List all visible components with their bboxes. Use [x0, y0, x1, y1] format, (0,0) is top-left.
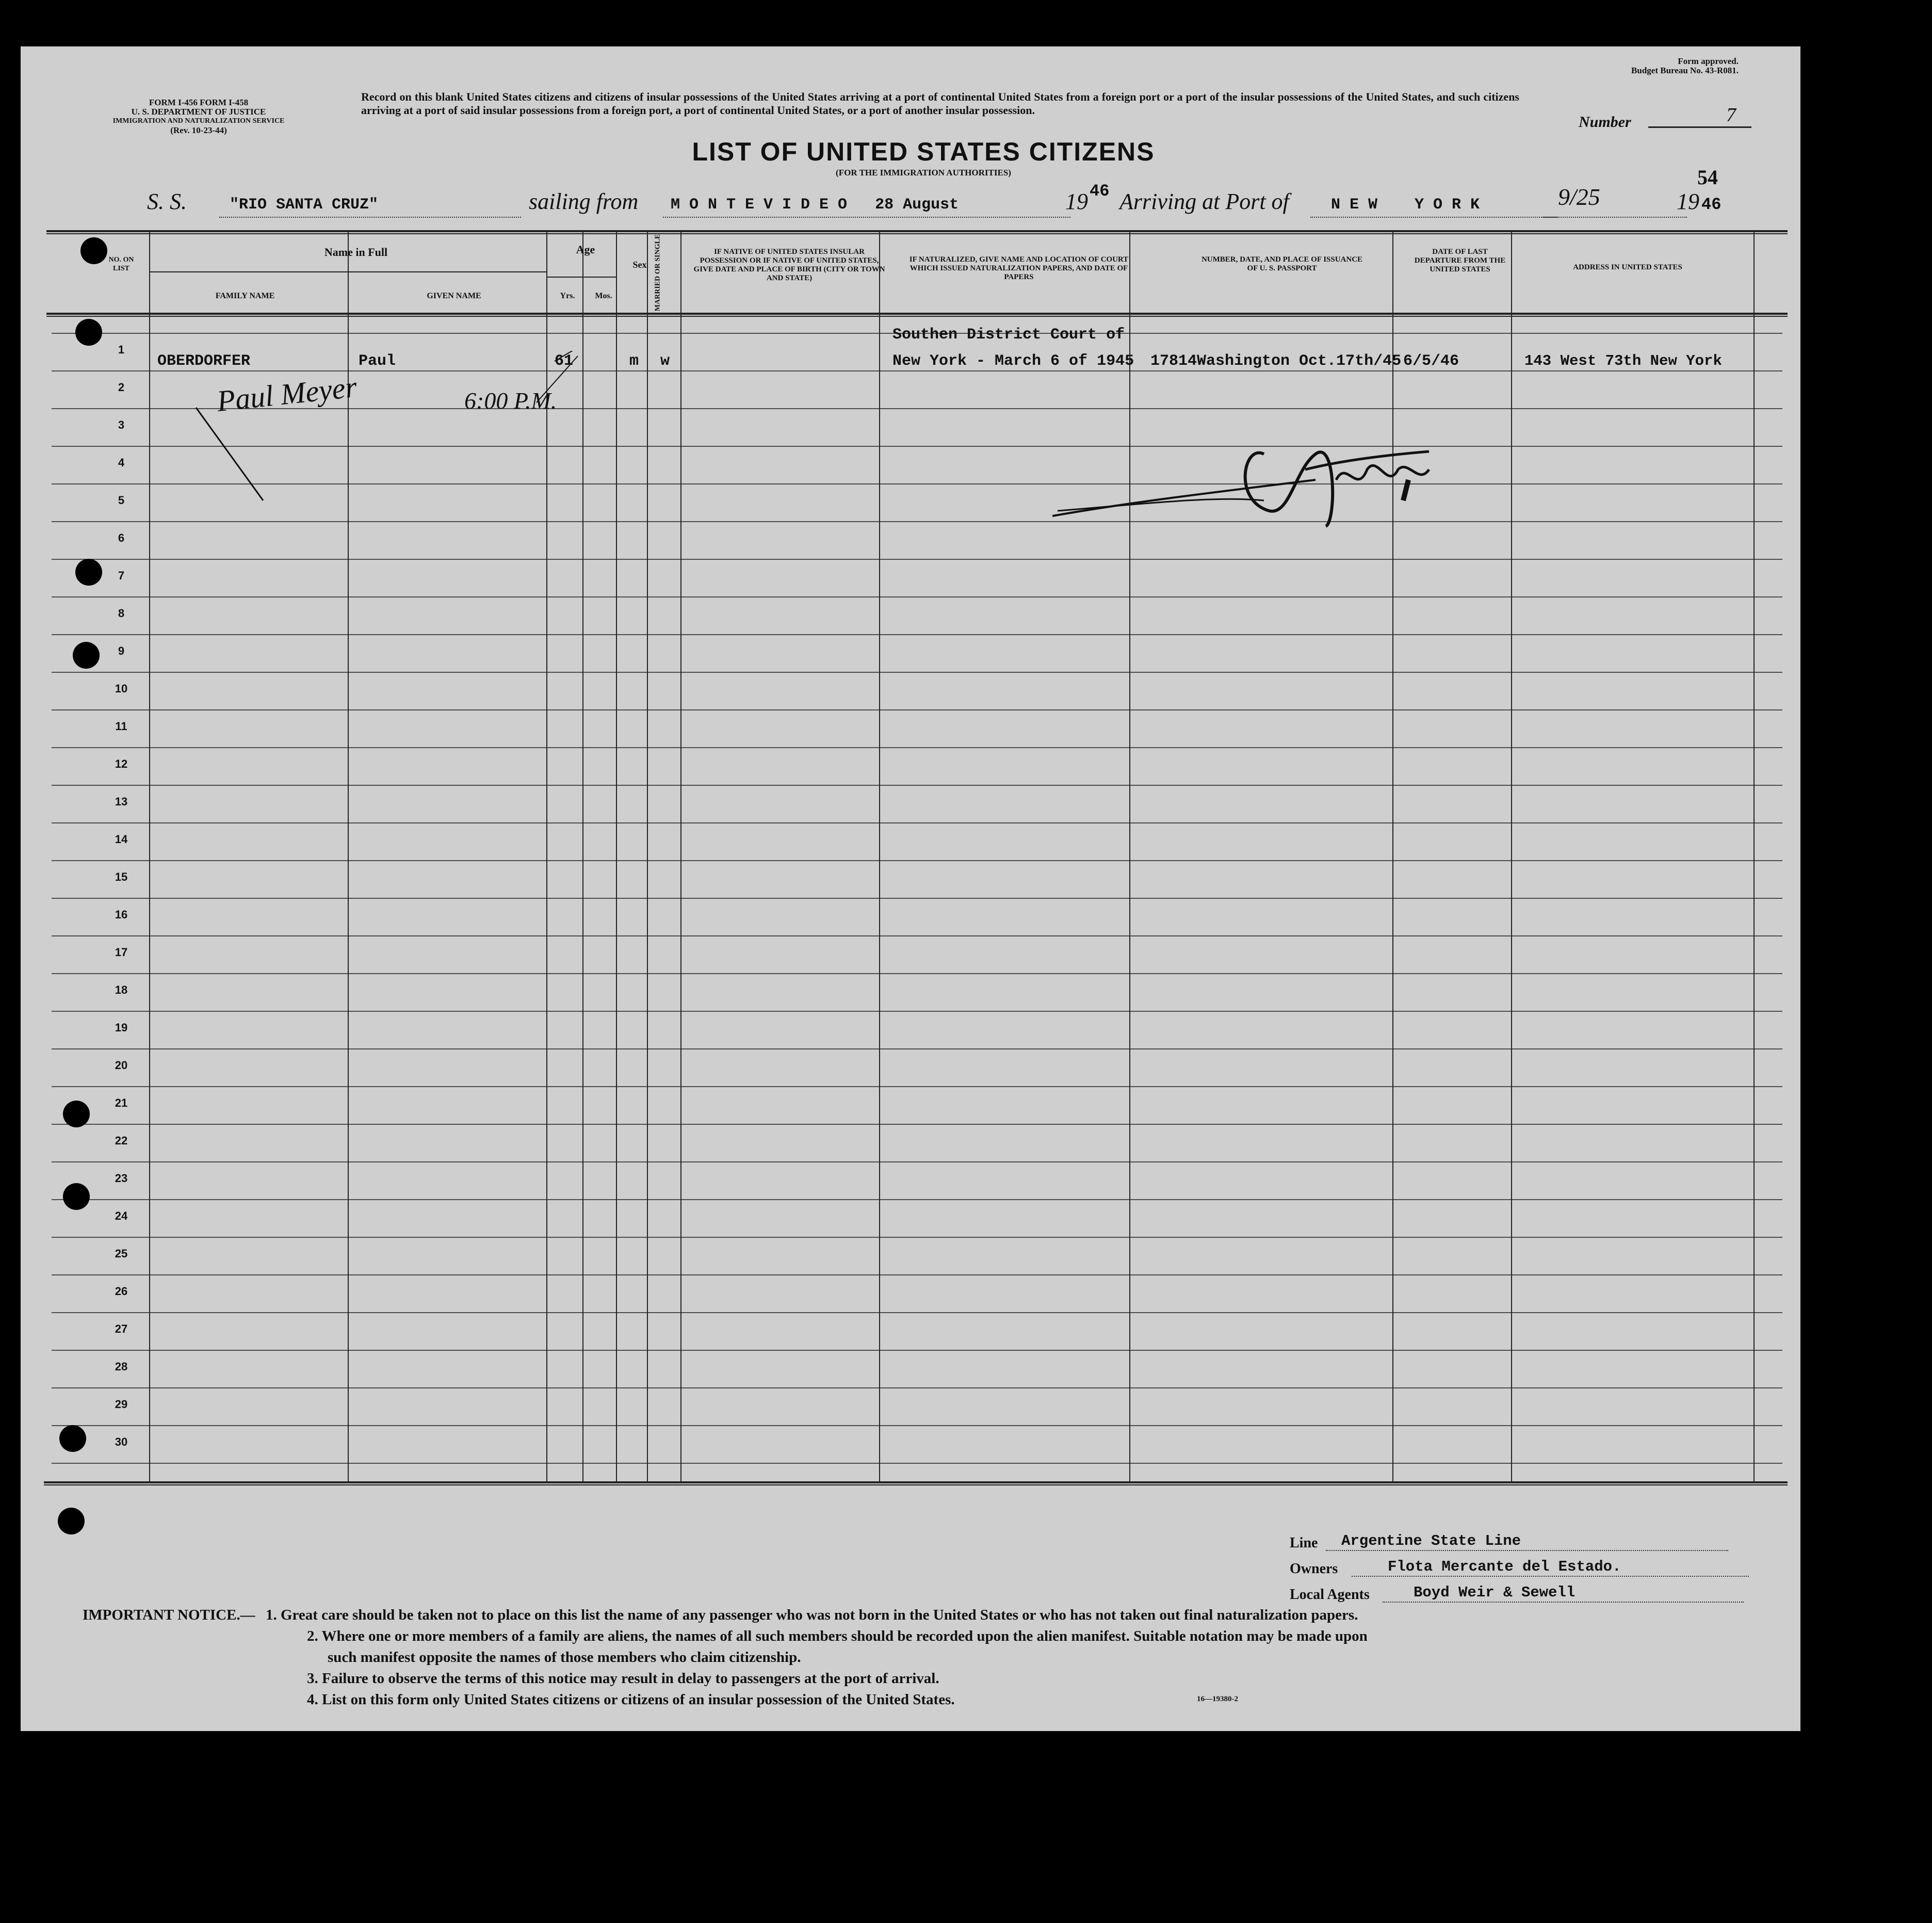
row-number: 24 [115, 1209, 128, 1222]
row-number: 3 [118, 418, 125, 431]
row-number: 28 [115, 1360, 128, 1373]
passenger-passport: 17814Washington Oct.17th/45 [1150, 352, 1402, 370]
col-family-name: FAMILY NAME [215, 292, 275, 300]
row-number: 9 [118, 644, 125, 657]
owners-label: Owners [1290, 1561, 1338, 1577]
col-passport: NUMBER, DATE, AND PLACE OF ISSUANCE OF U. S. PASSPORT [1201, 255, 1363, 272]
owners-value: Flota Mercante del Estado. [1352, 1558, 1749, 1577]
sailing-label: sailing from [529, 189, 639, 214]
notice-item: 1. Great care should be taken not to place on this list the name of any passenger who was not born in the United States or who has not taken out final naturalization papers. [266, 1607, 1358, 1623]
number-label: Number [1579, 114, 1631, 131]
handwritten-name: Paul Meyer [215, 369, 359, 418]
sail-year: 46 [1090, 182, 1110, 201]
row-number: 18 [115, 983, 128, 996]
col-no-on-list: NO. ON LIST [108, 256, 134, 272]
passenger-last-departure: 6/5/46 [1403, 352, 1459, 370]
passenger-family-name: OBERDORFER [157, 352, 251, 370]
punch-hole [63, 1101, 90, 1127]
approval-line: Form approved. [1678, 56, 1739, 66]
passenger-sex: m [629, 352, 639, 370]
arrival-year-prefix: 19 [1677, 189, 1699, 214]
arrival-date: 9/25 [1543, 183, 1687, 218]
passenger-given-name: Paul [359, 352, 396, 370]
notice-item: such manifest opposite the names of those members who claim citizenship. [328, 1649, 801, 1666]
punch-hole [75, 559, 102, 586]
notice-item: 4. List on this form only United States citizens or citizens of an insular possession of the United States. [307, 1691, 955, 1708]
passenger-age-yrs: 61 [555, 352, 574, 370]
col-age-yrs: Yrs. [560, 292, 575, 300]
row-number: 7 [118, 569, 125, 582]
handwritten-time: 6:00 P.M. [464, 387, 557, 414]
col-given-name: GIVEN NAME [427, 292, 481, 300]
col-age: Age [576, 243, 595, 256]
punch-hole [59, 1425, 86, 1452]
notice-item: 2. Where one or more members of a family are aliens, the names of all such members should be recorded upon the alien manifest. Suitable notation may be made upon [307, 1628, 1368, 1644]
arrival-port: N E W Y O R K [1310, 196, 1558, 218]
passenger-marital: w [660, 352, 670, 370]
row-number: 23 [115, 1172, 128, 1185]
row-number: 21 [115, 1096, 128, 1109]
row-number: 14 [115, 833, 128, 846]
page-title: LIST OF UNITED STATES CITIZENS [692, 137, 1155, 166]
col-native-birth: IF NATIVE OF UNITED STATES INSULAR POSSESSION OR IF NATIVE OF UNITED STATES, GIVE DATE AND PLACE OF BIRTH (CITY OR TOWN AND STATE) [693, 248, 885, 282]
ship-name: "RIO SANTA CRUZ" [219, 196, 521, 218]
important-notice [83, 1605, 1368, 1710]
col-address: ADDRESS IN UNITED STATES [1573, 263, 1682, 271]
sail-year-prefix: 19 [1065, 189, 1088, 214]
punch-hole [73, 642, 100, 669]
punch-hole [58, 1508, 85, 1534]
form-id-line: IMMIGRATION AND NATURALIZATION SERVICE [112, 117, 285, 125]
row-number: 29 [115, 1398, 128, 1411]
row-number: 15 [115, 870, 128, 883]
row-number: 20 [115, 1059, 128, 1072]
row-number: 22 [115, 1134, 128, 1147]
col-last-departure: DATE OF LAST DEPARTURE FROM THE UNITED STATES [1414, 248, 1506, 273]
form-id-line: (Rev. 10-23-44) [170, 125, 227, 135]
officer-signature [1047, 423, 1439, 542]
row-number: 11 [115, 720, 127, 733]
form-id-line: U. S. DEPARTMENT OF JUSTICE [131, 107, 266, 117]
approval-line: Budget Bureau No. 43-R081. [1631, 66, 1739, 75]
print-code: 16—19380-2 [1197, 1695, 1238, 1703]
number-value-text: 7 [1726, 104, 1736, 126]
departure-port: M O N T E V I D E O 28 August [663, 196, 1070, 218]
record-instructions: Record on this blank United States citizens and citizens of insular possessions of the United States arriving at a port of continental United States from a foreign port or a port of the insular possessions of the United States, and such citizens arriving at a port of said insular possessions from a foreign port, a port of continental United States, or a port of another insular possession. [361, 90, 1519, 117]
notice-item: 3. Failure to observe the terms of this notice may result in delay to passengers at the port of arrival. [307, 1670, 939, 1687]
ss-label: S. S. [147, 189, 187, 214]
col-marital: MARRIED OR SINGLE [654, 234, 662, 312]
row-number: 8 [118, 607, 125, 620]
row-number: 27 [115, 1322, 128, 1335]
line-value: Argentine State Line [1326, 1532, 1728, 1551]
naturalization-line-2: New York - March 6 of 1945 [892, 352, 1134, 370]
row-number: 6 [118, 531, 125, 544]
naturalization-line-1: Southen District Court of [892, 326, 1125, 344]
row-number: 16 [115, 908, 128, 921]
line-label: Line [1290, 1535, 1318, 1551]
punch-hole [63, 1183, 90, 1210]
row-number: 25 [115, 1247, 128, 1260]
punch-hole [75, 319, 102, 346]
row-number: 26 [115, 1285, 128, 1298]
row-number: 1 [118, 343, 125, 356]
arrival-year: 46 [1701, 195, 1722, 214]
manifest-page [21, 46, 1800, 1731]
form-id-line: FORM I-456 FORM I-458 [149, 98, 249, 107]
row-number: 13 [115, 795, 128, 808]
page-subtitle: (FOR THE IMMIGRATION AUTHORITIES) [836, 168, 1011, 177]
punch-hole [80, 237, 107, 264]
col-name-in-full: Name in Full [324, 246, 388, 258]
page-number: 54 [1697, 166, 1718, 189]
row-number: 5 [118, 494, 125, 507]
arriving-label: Arriving at Port of [1119, 189, 1289, 214]
row-number: 4 [118, 456, 125, 469]
row-number: 10 [115, 682, 128, 695]
row-number: 12 [115, 757, 128, 770]
row-number: 19 [115, 1021, 128, 1034]
row-number: 2 [118, 381, 125, 394]
agents-value: Boyd Weir & Sewell [1383, 1584, 1744, 1603]
row-number: 30 [115, 1435, 128, 1448]
agents-label: Local Agents [1290, 1587, 1370, 1603]
col-age-mos: Mos. [595, 292, 612, 300]
notice-heading: IMPORTANT NOTICE.— [83, 1607, 255, 1623]
passenger-address: 143 West 73th New York [1524, 352, 1722, 369]
row-number: 17 [115, 946, 128, 959]
col-sex: Sex [632, 260, 647, 270]
col-naturalization: IF NATURALIZED, GIVE NAME AND LOCATION OF COURT WHICH ISSUED NATURALIZATION PAPERS, AND DATE OF PAPERS [909, 255, 1129, 281]
